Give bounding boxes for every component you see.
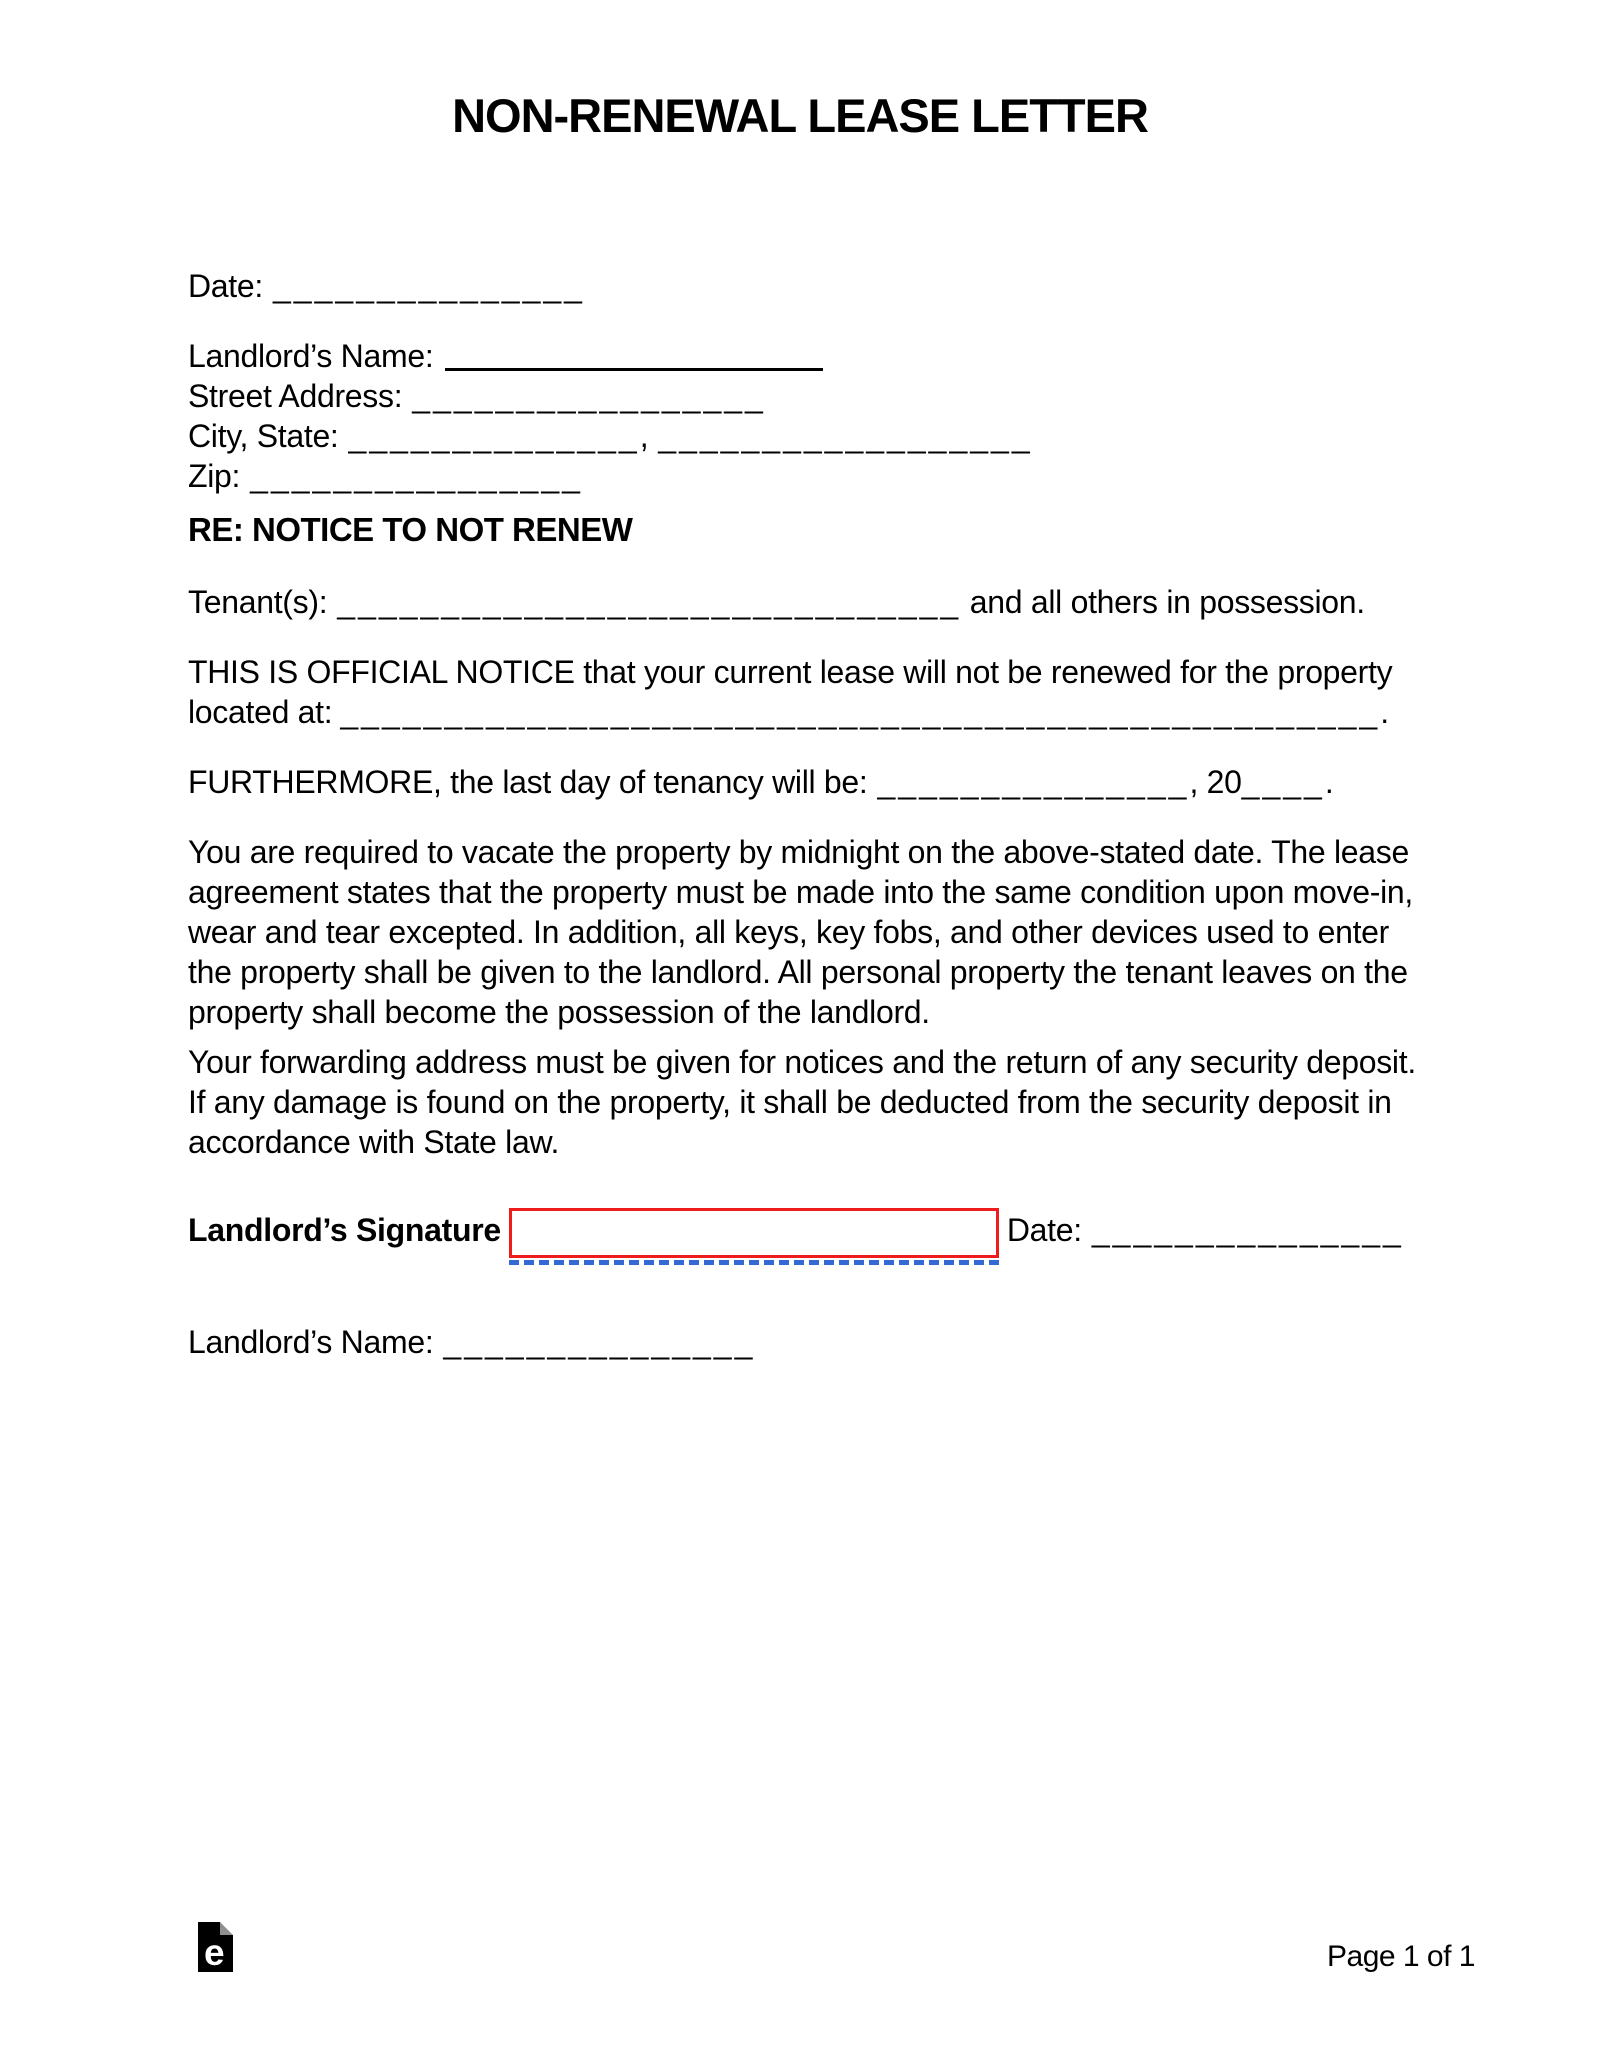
date-label: Date:: [188, 268, 263, 304]
printed-name-blank: _______________: [443, 1324, 756, 1360]
landlord-name-blank: [445, 361, 823, 371]
furthermore-period: .: [1324, 764, 1334, 800]
zip-line: [188, 456, 1418, 496]
forwarding-paragraph: Your forwarding address must be given for notices and the return of any security deposit. If any damage is found on the property, it shall be deducted from the security deposit in accordance with State law.: [188, 1044, 1416, 1160]
printed-name-line: [188, 1322, 1418, 1362]
landlord-name-label: Landlord’s Name:: [188, 338, 434, 374]
official-notice-body: that your current lease will not be renewed for the property located at:: [188, 654, 1393, 730]
printed-name-label: Landlord’s Name:: [188, 1324, 434, 1360]
tenant-line: [188, 582, 1418, 622]
zip-blank: ________________: [250, 458, 583, 494]
landlord-name-line: [188, 336, 1418, 376]
street-address-line: [188, 376, 1418, 416]
tenant-suffix: and all others in possession.: [969, 584, 1365, 620]
date-line: [188, 266, 1418, 306]
official-notice-period: .: [1380, 694, 1389, 730]
document-title: NON-RENEWAL LEASE LETTER: [452, 89, 1148, 142]
street-address-label: Street Address:: [188, 378, 403, 414]
eforms-logo-letter: e: [204, 1932, 225, 1973]
city-state-label: City, State:: [188, 418, 339, 454]
official-notice-paragraph: [188, 652, 1418, 732]
furthermore-mid: , 20: [1189, 764, 1242, 800]
furthermore-text: FURTHERMORE, the last day of tenancy will be:: [188, 764, 868, 800]
signature-date-label: Date:: [1006, 1212, 1082, 1248]
page-number: Page 1 of 1: [1327, 1940, 1475, 1973]
landlord-signature-label: Landlord’s Signature: [188, 1212, 501, 1248]
zip-label: Zip:: [188, 458, 241, 494]
vacate-paragraph: You are required to vacate the property by midnight on the above-stated date. The lease agreement states that the property must be made into the same condition upon move-in, wear and tear excepted. In addition, all keys, key fobs, and other devices used to enter the property shall be given to the landlord. All personal property the tenant leaves on the property shall become the possession of the landlord.: [188, 834, 1413, 1030]
city-state-line: [188, 416, 1418, 456]
landlord-address-block: [188, 336, 1418, 496]
official-notice-lead: THIS IS OFFICIAL NOTICE: [188, 654, 575, 690]
date-blank: _______________: [273, 268, 585, 304]
document-icon[interactable]: [198, 1922, 233, 1972]
subject-heading: RE: NOTICE TO NOT RENEW: [188, 511, 633, 548]
last-day-blank: _______________: [877, 764, 1190, 800]
tenant-blank: ______________________________: [337, 584, 962, 620]
state-blank: __________________: [658, 418, 1033, 454]
city-blank: ______________: [348, 418, 640, 454]
signature-row: [188, 1208, 1404, 1250]
year-blank: ____: [1241, 764, 1325, 800]
landlord-signature-field[interactable]: [509, 1208, 999, 1258]
street-address-blank: _________________: [412, 378, 766, 414]
city-state-separator: ,: [639, 418, 649, 454]
tenant-label: Tenant(s):: [188, 584, 328, 620]
signature-date-blank: _______________: [1091, 1212, 1404, 1248]
property-address-blank: __________________________________________________: [340, 694, 1381, 730]
furthermore-line: [188, 762, 1418, 802]
